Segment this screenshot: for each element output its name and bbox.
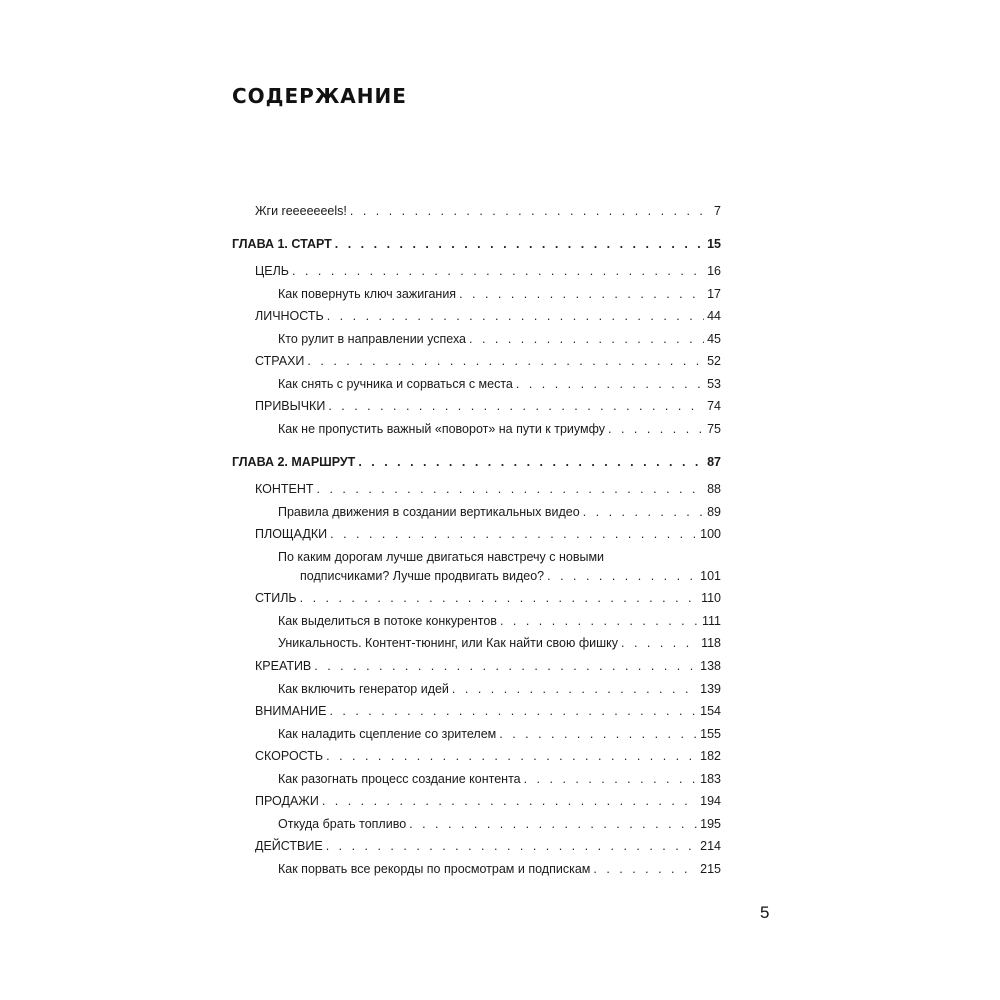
toc-entry-text: Как разогнать процесс создание контента bbox=[278, 772, 521, 786]
toc-subsection-line1: По каким дорогам лучше двигаться навстречу с новыми bbox=[278, 550, 605, 564]
dot-leader bbox=[499, 726, 697, 742]
dot-leader bbox=[350, 203, 711, 219]
toc-subsection bbox=[278, 286, 721, 302]
toc-page-number: 182 bbox=[700, 749, 721, 763]
dot-leader bbox=[593, 861, 697, 877]
dot-leader bbox=[459, 286, 704, 302]
toc-page-number: 44 bbox=[707, 309, 721, 323]
toc-entry-text: СКОРОСТЬ bbox=[255, 749, 324, 763]
toc-section-prodazhi bbox=[255, 793, 721, 809]
toc-page-number: 100 bbox=[700, 527, 721, 541]
toc-entry-text: Уникальность. Контент-тюнинг, или Как найти свою фишку bbox=[278, 636, 619, 650]
toc-entry-text: КРЕАТИВ bbox=[255, 659, 312, 673]
dot-leader bbox=[327, 308, 704, 324]
toc-entry-text: Как снять с ручника и сорваться с места bbox=[278, 377, 513, 391]
toc-page-number: 139 bbox=[700, 682, 721, 696]
toc-entry-text: Как выделиться в потоке конкурентов bbox=[278, 614, 497, 628]
toc-section-skorost bbox=[255, 748, 721, 764]
toc-section-privychki bbox=[255, 398, 721, 414]
toc-subsection bbox=[278, 816, 721, 832]
toc-page-number: 88 bbox=[707, 482, 721, 496]
toc-page-number: 110 bbox=[701, 591, 721, 605]
toc-page-number: 214 bbox=[700, 839, 721, 853]
toc-entry-text: ГЛАВА 2. МАРШРУТ bbox=[232, 455, 356, 469]
toc-page-number: 138 bbox=[700, 659, 721, 673]
toc-page-number: 194 bbox=[700, 794, 721, 808]
page-number: 5 bbox=[760, 903, 770, 922]
dot-leader bbox=[330, 526, 697, 542]
toc-entry-text: ПРИВЫЧКИ bbox=[255, 399, 326, 413]
dot-leader bbox=[314, 658, 697, 674]
toc-subsection bbox=[278, 613, 721, 629]
toc-page-number: 118 bbox=[701, 636, 721, 650]
toc-page-number: 183 bbox=[700, 772, 721, 786]
toc-page-number: 154 bbox=[700, 704, 721, 718]
toc-section-kontent bbox=[255, 481, 721, 497]
toc-section-ploshchadki bbox=[255, 526, 721, 542]
toc-entry-intro bbox=[255, 203, 721, 219]
toc-page-number: 74 bbox=[707, 399, 721, 413]
toc-chapter-2 bbox=[232, 454, 721, 470]
toc-page-number: 75 bbox=[707, 422, 721, 436]
dot-leader bbox=[326, 838, 697, 854]
toc-subsection bbox=[300, 568, 721, 584]
dot-leader bbox=[524, 771, 698, 787]
toc-section-kreativ bbox=[255, 658, 721, 674]
toc-entry-text: Правила движения в создании вертикальных видео bbox=[278, 505, 580, 519]
dot-leader bbox=[500, 613, 699, 629]
toc-entry-text: подписчиками? Лучше продвигать видео? bbox=[300, 569, 545, 583]
toc-entry-text: Как повернуть ключ зажигания bbox=[278, 287, 457, 301]
toc-entry-text: Как порвать все рекорды по просмотрам и подпискам bbox=[278, 862, 591, 876]
toc-page-number: 7 bbox=[714, 204, 721, 218]
dot-leader bbox=[326, 748, 697, 764]
toc-page-number: 87 bbox=[707, 455, 721, 469]
toc-entry-text: Жги reeeeeeels! bbox=[255, 204, 347, 218]
toc-subsection bbox=[278, 861, 721, 877]
toc-entry-text: ПРОДАЖИ bbox=[255, 794, 319, 808]
toc-entry-text: ГЛАВА 1. СТАРТ bbox=[232, 237, 332, 251]
toc-subsection bbox=[278, 635, 721, 651]
dot-leader bbox=[322, 793, 697, 809]
toc-page-number: 16 bbox=[707, 264, 721, 278]
toc-chapter-1 bbox=[232, 236, 721, 252]
toc-entry-text: КОНТЕНТ bbox=[255, 482, 314, 496]
dot-leader bbox=[516, 376, 704, 392]
toc-entry-text: ДЕЙСТВИЕ bbox=[255, 839, 323, 853]
toc-entry-text: Как наладить сцепление со зрителем bbox=[278, 727, 497, 741]
toc-entry-text: ЛИЧНОСТЬ bbox=[255, 309, 324, 323]
toc-subsection bbox=[278, 726, 721, 742]
dot-leader bbox=[335, 236, 704, 252]
toc-section-tsel bbox=[255, 263, 721, 279]
toc-page-number: 45 bbox=[707, 332, 721, 346]
toc-subsection bbox=[278, 504, 721, 520]
toc-page-number: 195 bbox=[700, 817, 721, 831]
toc-entry-text: Как не пропустить важный «поворот» на пути к триумфу bbox=[278, 422, 606, 436]
toc-entry-text: ВНИМАНИЕ bbox=[255, 704, 327, 718]
toc-subsection bbox=[278, 771, 721, 787]
toc-page-number: 15 bbox=[707, 237, 721, 251]
dot-leader bbox=[452, 681, 697, 697]
toc-page-number: 17 bbox=[707, 287, 721, 301]
toc-subsection bbox=[278, 681, 721, 697]
toc-page-number: 155 bbox=[700, 727, 721, 741]
dot-leader bbox=[583, 504, 704, 520]
toc-entry-text: ЦЕЛЬ bbox=[255, 264, 289, 278]
dot-leader bbox=[358, 454, 704, 470]
dot-leader bbox=[307, 353, 704, 369]
toc-entry-text: ПЛОЩАДКИ bbox=[255, 527, 328, 541]
toc-page-number: 111 bbox=[701, 614, 721, 628]
toc-section-vnimanie bbox=[255, 703, 721, 719]
toc-entry-text: Откуда брать топливо bbox=[278, 817, 407, 831]
toc-section-deystvie bbox=[255, 838, 721, 854]
toc-subsection bbox=[278, 421, 721, 437]
dot-leader bbox=[469, 331, 704, 347]
toc-page-number: 215 bbox=[700, 862, 721, 876]
toc-page-number: 52 bbox=[707, 354, 721, 368]
dot-leader bbox=[300, 590, 698, 606]
toc-section-stil bbox=[255, 590, 721, 606]
toc-section-strahi bbox=[255, 353, 721, 369]
toc-entry-text: Как включить генератор идей bbox=[278, 682, 449, 696]
toc-entry-text: СТРАХИ bbox=[255, 354, 305, 368]
dot-leader bbox=[329, 703, 697, 719]
toc-subsection bbox=[278, 376, 721, 392]
dot-leader bbox=[328, 398, 704, 414]
toc-subsection bbox=[278, 331, 721, 347]
toc-entry-text: Кто рулит в направлении успеха bbox=[278, 332, 467, 346]
toc-section-lichnost bbox=[255, 308, 721, 324]
toc-entry-text: СТИЛЬ bbox=[255, 591, 297, 605]
dot-leader bbox=[621, 635, 698, 651]
toc-page-number: 89 bbox=[707, 505, 721, 519]
page-title: СОДЕРЖАНИЕ bbox=[232, 84, 407, 108]
dot-leader bbox=[547, 568, 697, 584]
dot-leader bbox=[608, 421, 704, 437]
toc-page-number: 101 bbox=[700, 569, 721, 583]
dot-leader bbox=[409, 816, 697, 832]
toc-page-number: 53 bbox=[707, 377, 721, 391]
dot-leader bbox=[317, 481, 705, 497]
dot-leader bbox=[292, 263, 704, 279]
